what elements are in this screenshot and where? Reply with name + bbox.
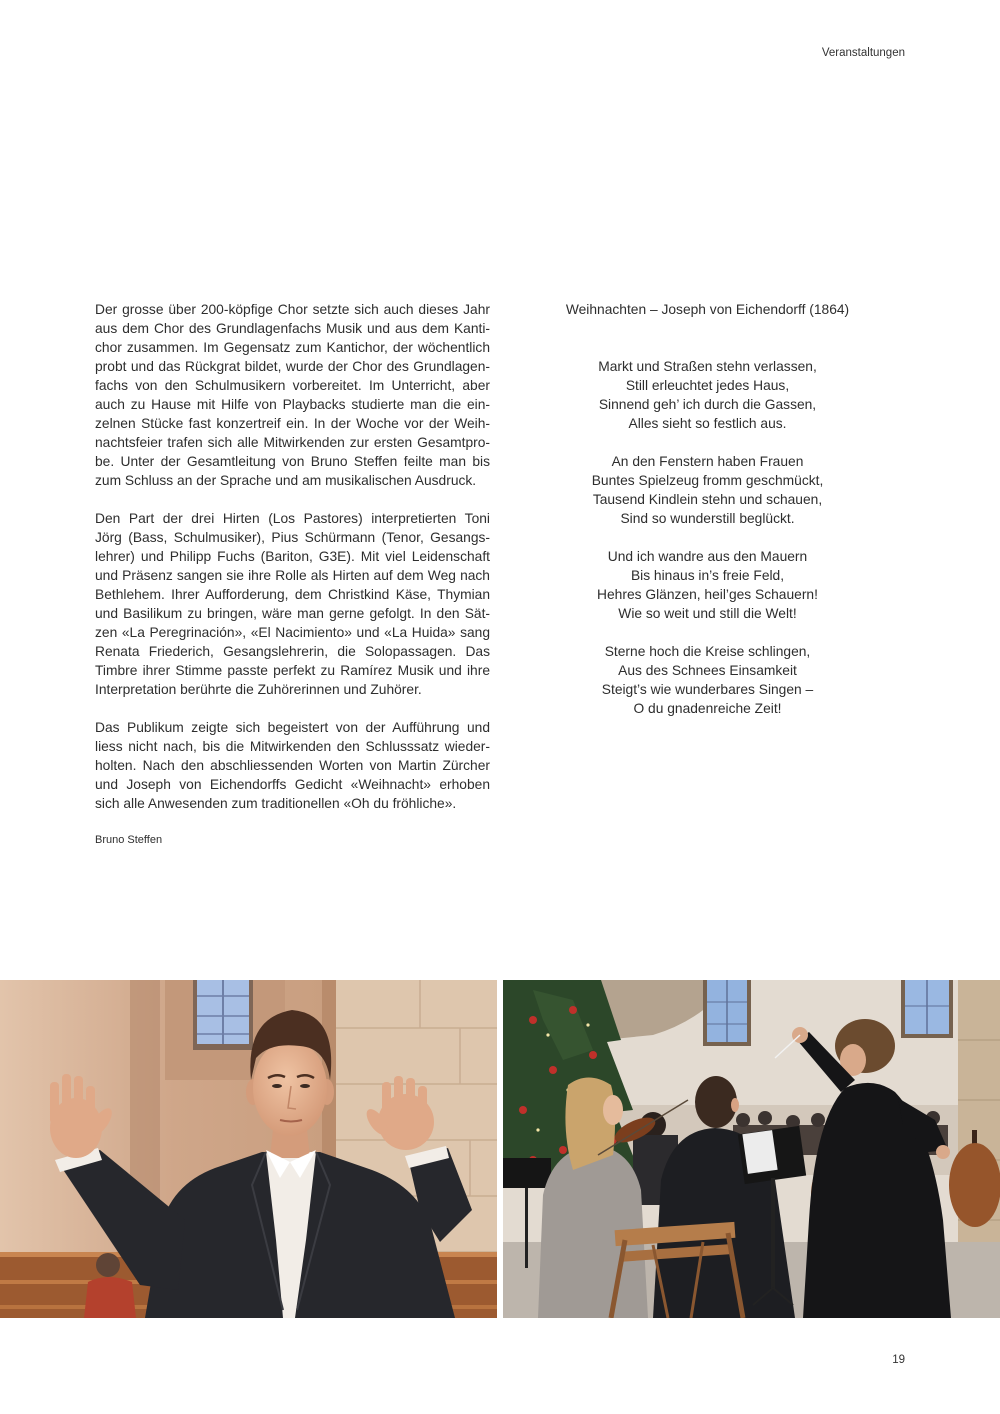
poem-stanza-4 [510,642,905,718]
text-line: zen «La Peregrinación», «El Nacimiento» und «La Huida» sang [95,625,490,640]
text-line: und Präsenz sangen sie ihre Rolle als Hirten auf dem Weg nach [95,568,490,583]
poem [510,300,905,737]
poem-line: Wie so weit und still die Welt! [618,606,797,621]
text-line: be. Unter der Gesamtleitung von Bruno Steffen feilte man bis [95,454,490,469]
text-line: Bethlehem. Ihrer Aufforderung, dem Christkind Käse, Thymian [95,587,490,602]
text-line: Den Part der drei Hirten (Los Pastores) interpretierten Toni [95,511,490,526]
section-header: Veranstaltungen [821,47,905,59]
text-line: nachtsfeier trafen sich alle Mitwirkenden zur ersten Gesamtpro- [95,435,490,450]
poem-line: Bis hinaus in’s freie Feld, [630,568,785,583]
poem-line: Alles sieht so festlich aus. [628,416,787,431]
text-line: probt und das Rückgrat bildet, wurde der Chor des Grundlagen- [95,359,490,374]
church-window [703,980,751,1046]
poem-stanza-3 [510,547,905,623]
text-line: lehrer) und Philipp Fuchs (Bariton, G3E). Mit viel Leidenschaft [95,549,490,564]
poem-stanza-1 [510,357,905,433]
article-body [95,300,490,848]
text-line: Timbre ihrer Stimme passte perfekt zu Ramírez Musik und ihre [95,663,490,678]
text-line: chor zusammen. Im Gegensatz zum Kantichor, der wöchentlich [95,340,490,355]
author-byline: Bruno Steffen [95,834,163,846]
poem-stanza-2 [510,452,905,528]
conductor-photo [0,980,497,1318]
poem-title: Weihnachten – Joseph von Eichendorff (1864) [565,302,850,317]
poem-line: O du gnadenreiche Zeit! [633,701,782,716]
page-number: 19 [892,1354,905,1366]
poem-line: Und ich wandre aus den Mauern [607,549,808,564]
article-paragraph-1 [95,300,490,490]
text-line: auch zu Hause mit Hilfe von Playbacks studierte man die ein- [95,397,490,412]
poem-line: Sterne hoch die Kreise schlingen, [604,644,811,659]
poem-line: Sind so wunderstill beglückt. [620,511,795,526]
text-line: liess nicht nach, bis die Mitwirkenden den Schlusssatz wieder- [95,739,490,754]
text-line: aus dem Chor des Grundlagenfachs Musik und aus dem Kanti- [95,321,490,336]
text-line: sich alle Anwesenden zum traditionellen «Oh du fröhliche». [95,796,457,811]
text-line: Renata Friederich, Gesangslehrerin, die Solopassagen. Das [95,644,490,659]
article-paragraph-2 [95,509,490,699]
text-line: und Basilikum zu bringen, wäre man gerne gefolgt. In den Sät- [95,606,490,621]
poem-line: Aus des Schnees Einsamkeit [618,663,797,678]
text-line: Das Publikum zeigte sich begeistert von der Aufführung und [95,720,490,735]
text-line: zelnen Stücke fast konzertreif ein. In der Woche vor der Weih- [95,416,490,431]
text-line: Interpretation berührte die Zuhörerinnen und Zuhörer. [95,682,422,697]
poem-line: Sinnend geh’ ich durch die Gassen, [598,397,817,412]
poem-line: Tausend Kindlein stehn und schauen, [592,492,823,507]
poem-line: Buntes Spielzeug fromm geschmückt, [591,473,824,488]
poem-line: Steigt’s wie wunderbares Singen – [601,682,814,697]
poem-line: Markt und Straßen stehn verlassen, [598,359,817,374]
poem-line: An den Fenstern haben Frauen [611,454,804,469]
poem-line: Still erleuchtet jedes Haus, [625,378,790,393]
church-window [901,980,953,1038]
orchestra-photo [503,980,1000,1318]
church-window [193,980,253,1050]
text-line: Der grosse über 200-köpfige Chor setzte sich auch dieses Jahr [95,302,490,317]
poem-line: Hehres Glänzen, heil’ges Schauern! [597,587,818,602]
text-line: und Joseph von Eichendorffs Gedicht «Weihnacht» erhoben [95,777,490,792]
article-paragraph-3 [95,718,490,813]
text-line: fachs von den Schulmusikern vorbereitet. Im Unterricht, aber [95,378,490,393]
text-line: Jörg (Bass, Schulmusiker), Pius Schürmann (Tenor, Gesangs- [95,530,490,545]
text-line: holten. Nach den abschliessenden Worten von Martin Zürcher [95,758,490,773]
text-line: zum Schluss an der Sprache und am musikalischen Ausdruck. [95,473,477,488]
